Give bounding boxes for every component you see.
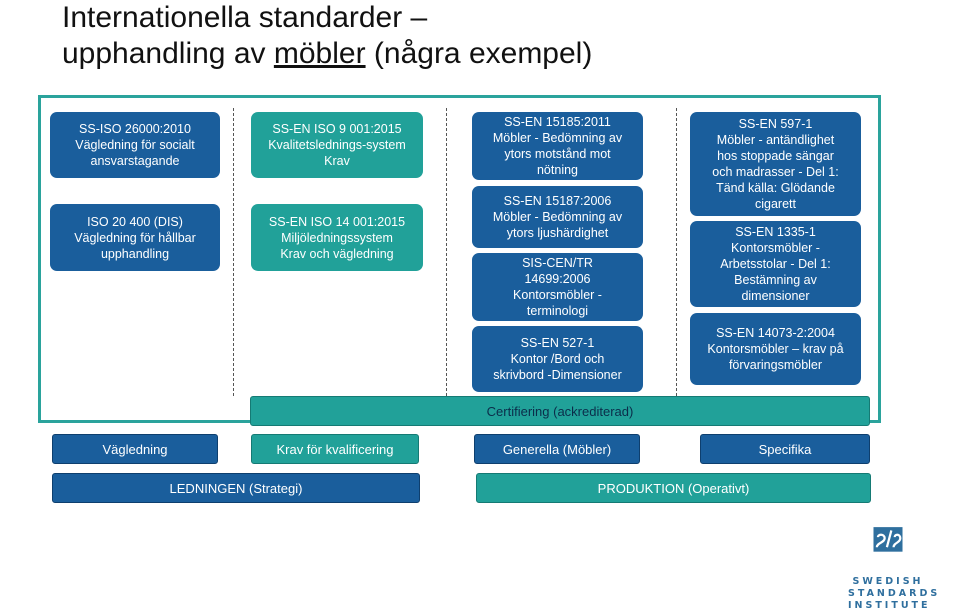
box-iso-14001 — [251, 204, 423, 271]
box-text: SS-EN ISO 9 001:2015 Kvalitetslednings-system Krav — [268, 122, 406, 168]
box-en-15187 — [472, 186, 643, 248]
box-iso-20400 — [50, 204, 220, 271]
column-separator — [233, 108, 234, 396]
bar-krav-for-kvalificering — [251, 434, 419, 464]
box-ss-iso-26000 — [50, 112, 220, 178]
column-separator — [446, 108, 447, 396]
box-text: SS-EN 1335-1 Kontorsmöbler - Arbetsstolar - Del 1: Bestämning av dimensioner — [720, 225, 831, 303]
bar-text: LEDNINGEN (Strategi) — [169, 480, 303, 496]
bar-certifiering — [250, 396, 870, 426]
box-iso-9001 — [251, 112, 423, 178]
box-text: SIS-CEN/TR 14699:2006 Kontorsmöbler - terminologi — [513, 256, 602, 318]
logo-word-standards: STANDARDS — [848, 588, 941, 599]
column-separator — [676, 108, 677, 396]
bar-text: PRODUKTION (Operativt) — [597, 480, 750, 496]
bar-ledningen — [52, 473, 420, 503]
box-cen-tr-14699 — [472, 253, 643, 321]
bar-vagledning — [52, 434, 218, 464]
box-text: SS-EN 14073-2:2004 Kontorsmöbler – krav på förvaringsmöbler — [707, 326, 844, 372]
logo-word-institute: INSTITUTE — [848, 600, 931, 611]
box-en-14073-2 — [690, 313, 861, 385]
title-line-2 — [62, 36, 922, 72]
box-text: SS-EN 15187:2006 Möbler - Bedömning av ytors ljushärdighet — [492, 194, 623, 240]
box-en-597-1 — [690, 112, 861, 216]
box-text: SS-EN 597-1 Möbler - antändlighet hos stoppade sängar och madrasser - Del 1: Tänd källa: Glödande cigarett — [712, 117, 839, 211]
box-en-15185 — [472, 112, 643, 180]
title-line-1: Internationella standarder – — [62, 1, 428, 34]
bar-generella — [474, 434, 640, 464]
sis-logo — [848, 526, 928, 574]
title-underlined-word: möbler — [273, 37, 366, 70]
bar-specifika — [700, 434, 870, 464]
box-text: SS-ISO 26000:2010 Vägledning för socialt ansvarstagande — [75, 122, 195, 168]
box-text: SS-EN 527-1 Kontor /Bord och skrivbord -Dimensioner — [493, 336, 622, 382]
box-en-527-1 — [472, 326, 643, 392]
bar-text: Specifika — [758, 441, 812, 457]
title-line-2-suffix: (några exempel) — [365, 37, 593, 70]
bar-produktion — [476, 473, 871, 503]
box-text: SS-EN ISO 14 001:2015 Miljöledningssystem Krav och vägledning — [268, 214, 406, 261]
bar-text: Certifiering (ackrediterad) — [486, 403, 634, 419]
bar-text: Generella (Möbler) — [502, 441, 612, 457]
box-text: SS-EN 15185:2011 Möbler - Bedömning av ytors motstånd mot nötning — [492, 115, 623, 177]
bar-text: Krav för kvalificering — [276, 441, 394, 457]
title-line-2-prefix: upphandling av — [62, 37, 274, 70]
box-en-1335-1 — [690, 221, 861, 307]
bar-text: Vägledning — [102, 441, 168, 457]
page-title — [62, 0, 922, 72]
box-text: ISO 20 400 (DIS) Vägledning för hållbar upphandling — [74, 214, 196, 261]
logo-word-swedish: SWEDISH — [852, 576, 924, 587]
